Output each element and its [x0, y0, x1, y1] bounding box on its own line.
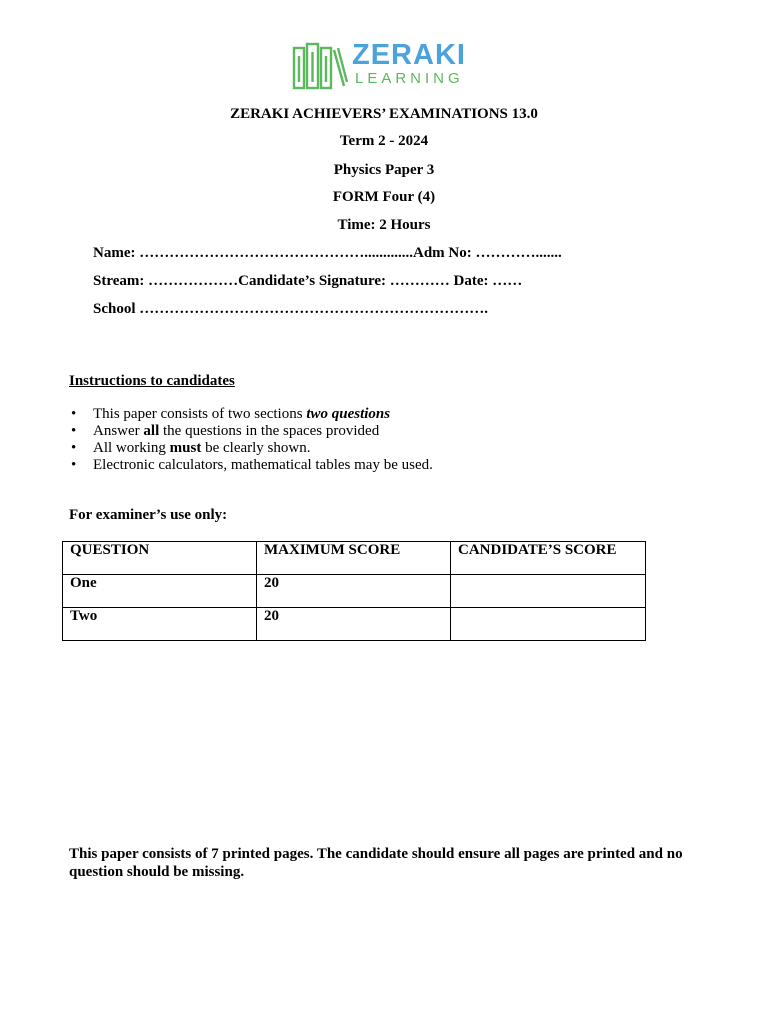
table-row — [63, 575, 646, 608]
cell-max-score: 20 — [257, 608, 451, 641]
score-table — [62, 541, 646, 641]
table-header-row — [63, 542, 646, 575]
instruction-item: • Electronic calculators, mathematical tables may be used. — [71, 457, 433, 473]
bullet-icon: • — [71, 423, 77, 439]
instructions-list — [69, 406, 433, 474]
cell-question: Two — [63, 608, 257, 641]
cell-max-score: 20 — [257, 575, 451, 608]
paper-title: Physics Paper 3 — [333, 162, 435, 178]
instruction-item: • All working must be clearly shown. — [71, 440, 311, 456]
table-row — [63, 608, 646, 641]
zeraki-logo — [292, 40, 482, 92]
instruction-item: • This paper consists of two sections two questions — [71, 406, 391, 422]
stream-signature-date-field: Stream: ………………Candidate’s Signature: ………… Date: …… — [93, 273, 523, 289]
cell-question: One — [63, 575, 257, 608]
header-maximum-score: MAXIMUM SCORE — [257, 542, 451, 575]
cell-candidate-score — [451, 608, 646, 641]
header-candidate-score: CANDIDATE’S SCORE — [451, 542, 646, 575]
school-field: School ……………………………………………………………. — [93, 301, 489, 317]
instruction-item: • Answer all the questions in the spaces provided — [71, 423, 380, 439]
instructions-title: Instructions to candidates — [69, 373, 235, 389]
header-question: QUESTION — [63, 542, 257, 575]
bullet-icon: • — [71, 457, 77, 473]
exam-term: Term 2 - 2024 — [339, 133, 429, 149]
cell-candidate-score — [451, 575, 646, 608]
exam-title: ZERAKI ACHIEVERS’ EXAMINATIONS 13.0 — [230, 106, 538, 122]
name-adm-field: Name: ……………………………………….............Adm No: …………....... — [93, 245, 562, 261]
logo-brand-text: ZERAKI — [352, 39, 466, 71]
exam-duration: Time: 2 Hours — [337, 217, 431, 233]
books-icon — [292, 42, 348, 90]
bullet-icon: • — [71, 406, 77, 422]
form-level: FORM Four (4) — [332, 189, 436, 205]
page-count-note: This paper consists of 7 printed pages. The candidate should ensure all pages are printed and no question should be missing. — [69, 846, 683, 880]
examiner-title: For examiner’s use only: — [69, 507, 228, 523]
bullet-icon: • — [71, 440, 77, 456]
logo-sub-text: LEARNING — [355, 70, 464, 87]
